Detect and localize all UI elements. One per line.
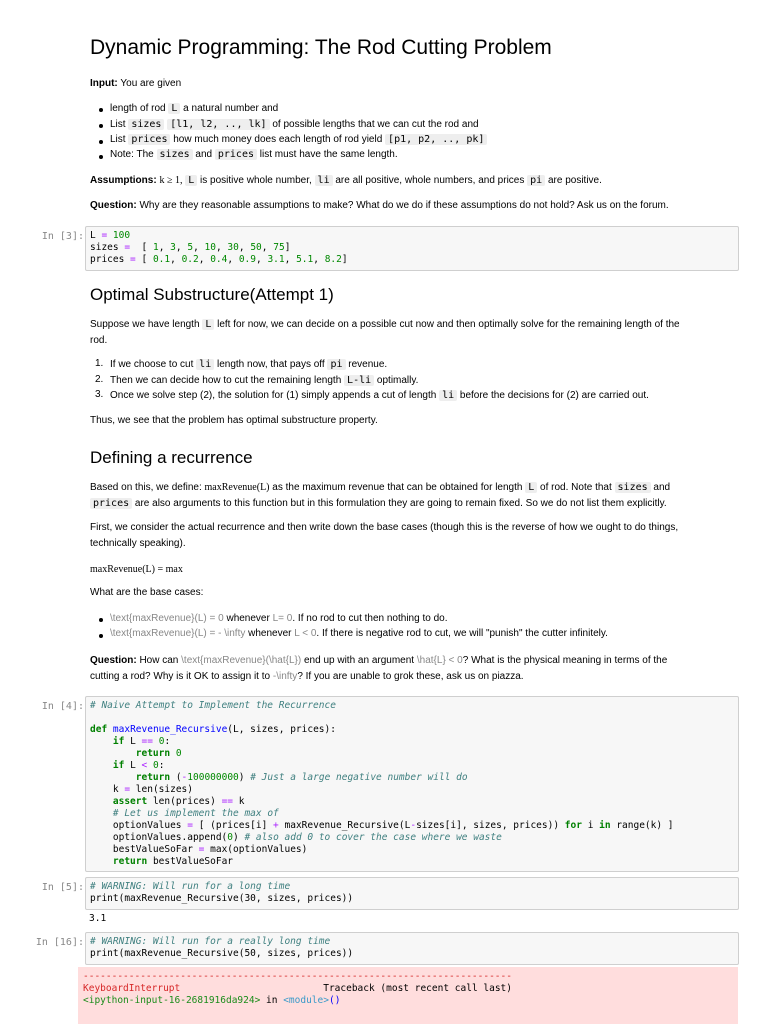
error-output: [78, 967, 738, 1024]
cell-output: 3.1: [89, 913, 107, 924]
code-line: optionValues = [ (prices[i] + maxRevenue_Recursive(L-sizes[i], sizes, prices)) for i in range(k) ]: [90, 820, 674, 831]
bullet: [99, 108, 103, 112]
bullet: [99, 155, 103, 159]
page-title: Dynamic Programming: The Rod Cutting Problem: [90, 36, 552, 59]
section-heading: Defining a recurrence: [90, 448, 253, 467]
assumptions-paragraph: Assumptions: k ≥ 1, L is positive whole number, li are all positive, whole numbers, and prices pi are positive.: [90, 175, 602, 186]
code-line: k = len(sizes): [90, 784, 193, 795]
code-line: return (-100000000) # Just a large negative number will do: [135, 772, 468, 783]
cell-prompt: In [5]:: [41, 882, 84, 893]
code-line: optionValues.append(0) # also add 0 to cover the case where we waste: [90, 832, 502, 843]
code-line: return 0: [135, 748, 182, 759]
cell-prompt: In [16]:: [35, 937, 84, 948]
code-line: # WARNING: Will run for a really long time: [90, 936, 331, 947]
code-line: print(maxRevenue_Recursive(50, sizes, prices)): [90, 948, 354, 959]
list-item: List prices how much money does each length of rod yield [p1, p2, .., pk]: [110, 133, 487, 147]
bullet: [99, 140, 103, 144]
error-location: <ipython-input-16-2681916da924> in <module>(): [83, 995, 341, 1006]
code-cell-16[interactable]: [85, 932, 739, 965]
code-line: if L < 0:: [112, 760, 165, 771]
list-item: Note: The sizes and prices list must have the same length.: [110, 149, 398, 160]
substructure-paragraph: Suppose we have length L left for now, we can decide on a possible cut now and then optimally solve for the remaining length of the rod.: [90, 319, 680, 346]
code-line: if L == 0:: [112, 736, 171, 747]
base-cases-label: What are the base cases:: [90, 587, 204, 598]
list-item: If we choose to cut li length now, that pays off pi revenue.: [110, 359, 388, 370]
code-line: # Naive Attempt to Implement the Recurrence: [90, 700, 336, 711]
code-line: # WARNING: Will run for a long time: [90, 881, 291, 892]
input-paragraph: Input: You are given: [90, 78, 182, 89]
list-item: \text{maxRevenue}(L) = - \infty whenever L < 0. If there is negative rod to cut, we will "punish" the cutter infinitely.: [110, 628, 608, 639]
recurrence-paragraph: First, we consider the actual recurrence and then write down the base cases (though this is the reverse of how we ought to do things, technically speaking).: [90, 522, 679, 549]
list-item: \text{maxRevenue}(L) = 0 whenever L= 0. If no rod to cut then nothing to do.: [110, 613, 448, 624]
code-cell-5[interactable]: [85, 877, 739, 910]
list-number: 2.: [95, 374, 104, 385]
code-line: prices = [ 0.1, 0.2, 0.4, 0.9, 3.1, 5.1, 8.2]: [90, 254, 348, 265]
code-line: bestValueSoFar = max(optionValues): [90, 844, 308, 855]
bullet: [99, 124, 103, 128]
recurrence-formula: maxRevenue(L) = max: [90, 564, 183, 575]
list-number: 3.: [95, 389, 104, 400]
code-line: def maxRevenue_Recursive(L, sizes, prices):: [90, 724, 336, 735]
code-cell-4[interactable]: [85, 696, 739, 872]
bullet: [99, 634, 103, 638]
list-number: 1.: [95, 358, 104, 369]
bullet: [99, 618, 103, 622]
list-item: List sizes [l1, l2, .., lk] of possible lengths that we can cut the rod and: [110, 119, 479, 130]
code-cell-3[interactable]: [85, 226, 739, 271]
section-heading: Optimal Substructure(Attempt 1): [90, 285, 334, 304]
error-header: KeyboardInterrupt Traceback (most recent call last): [83, 983, 512, 994]
list-item: length of rod L a natural number and: [110, 103, 279, 114]
cell-prompt: In [3]:: [41, 231, 84, 242]
error-dashes: ---------------------------------------------------------------------------: [83, 971, 512, 982]
code-line: sizes = [ 1, 3, 5, 10, 30, 50, 75]: [90, 242, 291, 253]
question-paragraph: Question: Why are they reasonable assumptions to make? What do we do if these assumptions do not hold? Ask us on the forum.: [90, 200, 669, 211]
code-line: print(maxRevenue_Recursive(30, sizes, prices)): [90, 893, 354, 904]
definition-paragraph: Based on this, we define: maxRevenue(L) as the maximum revenue that can be obtained for length L of rod. Note that sizes and prices are also arguments to this function but in this formulation they are going to remain fixed. So we do not list them explicitly.: [90, 482, 671, 509]
conclusion-paragraph: Thus, we see that the problem has optimal substructure property.: [90, 415, 378, 426]
cell-prompt: In [4]:: [41, 701, 84, 712]
code-line: # Let us implement the max of: [112, 808, 279, 819]
code-line: L = 100: [90, 230, 131, 241]
question-paragraph-2: Question: How can \text{maxRevenue}(\hat{L}) end up with an argument \hat{L} < 0? What is the physical meaning in terms of the cutting a rod? Why is it OK to assign it to -\infty? If you are unable to grok these, ask us on piazza.: [90, 655, 668, 682]
code-line: assert len(prices) == k: [112, 796, 245, 807]
list-item: Once we solve step (2), the solution for (1) simply appends a cut of length li before the decisions for (2) are carried out.: [110, 390, 649, 401]
list-item: Then we can decide how to cut the remaining length L-li optimally.: [110, 375, 419, 386]
code-line: return bestValueSoFar: [112, 856, 234, 867]
